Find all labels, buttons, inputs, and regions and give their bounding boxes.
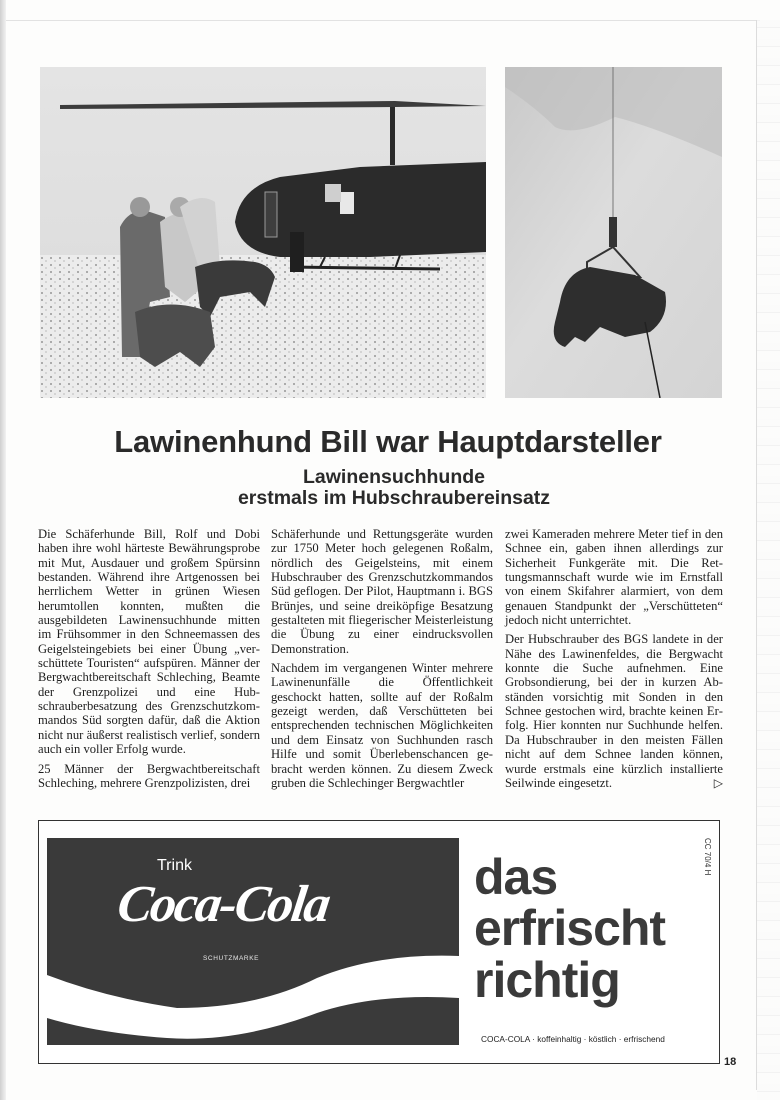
white-wave-ribbon — [47, 956, 459, 1039]
article-column-2 — [271, 527, 493, 795]
helicopter-with-rescuers-and-dogs-photo — [40, 67, 486, 398]
paragraph: 25 Männer der Bergwachtbereitschaft Schleching, mehrere Grenzpolizisten, drei — [38, 761, 260, 790]
paragraph: Schäferhunde und Rettungsgeräte wurden zur 1750 Meter hoch gelegenen Roßalm, nördlich des Geigelsteins, mit einem Hubschrauber des Grenzschutzkommandos Süd geflogen. Der Pilot, Hauptmann i. BGS Brünjes, und seine dreiköpfige Besatzung gestalteten mit fliegerischer Meisterleistung die Übung zu einer eindrucksvollen Demonstration. — [271, 527, 493, 656]
paragraph: Die Schäferhunde Bill, Rolf und Dobi haben ihre wohl härteste Bewährungsprobe mit Mut, Ausdauer und großem Spürsinn bestanden. Während ihre Artgenossen bei herrlichem Wetter in grünen Wiesen herumtollen konnten, mußten die ausgebildeten Lawinensuchhunde mitten im Frühsommer in den Schneemassen des Geigelsteingebiets bei einer Übung „verschüttete Touristen“ aufspüren. Männer der Bergwachtbereitschaft Schleching, Beamte der Grenzpolizei und eine Hubschrauberbesatzung des Grenzschutzkommandos Süd sorgten dafür, daß die Aktion nicht nur äußerst realistisch verlief, sondern auch ein voller Erfolg wurde. — [38, 527, 260, 757]
ad-tagline: COCA-COLA · koffeinhaltig · köstlich · erfrischend — [481, 1034, 665, 1044]
page-number: 18 — [724, 1056, 737, 1068]
ad-trink-text: Trink — [157, 857, 192, 874]
rescuer-1-head — [130, 197, 150, 217]
article-subheadline-line1: Lawinensuchhunde — [302, 466, 485, 488]
article-subheadline-line2: erstmals im Hubschraubereinsatz — [237, 487, 551, 509]
helicopter-door — [265, 192, 277, 237]
ad-code — [700, 838, 720, 888]
paragraph: zwei Kameraden mehrere Meter tief in den Schnee ein, gaben ihnen allerdings zur Sicherheit Funkgeräte mit. Die Rettungsmannschaft wurde wie im Ernstfall von einem Skifahrer alarmiert, von dem genauen Standpunkt der „Verschütteten“ jedoch nicht unterrichtet. — [505, 527, 723, 628]
page-edge-top — [0, 20, 760, 21]
helicopter-photo-graphic — [40, 67, 486, 398]
ad-code-text: CC 70/4 H — [703, 838, 712, 876]
paragraph: Nachdem im vergangenen Winter mehrere Lawinenunfälle die Öffentlichkeit geschockt hatten, sollte auf der Roßalm gezeigt werden, daß Verschütteten bei entsprechenden technischen Möglichkeiten und dem Einsatz von Suchhunden rasch Hilfe und somit Überlebenschancen gebracht werden können. Zu diesem Zweck gruben die Schlechinger Bergwachtler — [271, 661, 493, 790]
ad-slogan-line: richtig — [474, 952, 620, 1008]
continued-arrow-icon: ▷ — [713, 775, 723, 790]
dog-lifted-by-winch-photo — [505, 67, 722, 398]
winch-photo-graphic — [505, 67, 722, 398]
ad-slogan-line: erfrischt — [474, 900, 666, 956]
article-column-3 — [505, 527, 723, 795]
page-edge-left — [0, 0, 6, 1100]
ad-slogan-line: das — [474, 849, 558, 905]
person-at-helicopter — [290, 232, 304, 272]
helicopter-skid — [290, 267, 440, 269]
article-headline: Lawinenhund Bill war Hauptdarsteller — [114, 424, 662, 459]
helicopter-window — [325, 184, 341, 202]
paragraph-text: Der Hubschrauber des BGS landete in der Nähe des Lawinenfeldes, die Bergwacht konnte die Suche aufnehmen. Eine Grobsondierung, bei der in kurzen Abständen vorsichtig mit Sonden in den Schnee gestochen wird, brachte keinen Erfolg. Hier konnten nur Suchhunde helfen. Da Hubschrauber in den meisten Fällen nicht auf dem Schnee landen können, wurde erstmals eine kürzlich installierte Seilwinde eingesetzt. — [505, 632, 723, 790]
winch-hook — [609, 217, 617, 247]
article-column-1 — [38, 527, 260, 795]
ad-trademark-text: SCHUTZMARKE — [203, 955, 260, 962]
rotor-mast — [390, 107, 395, 165]
helicopter-window — [340, 192, 354, 214]
coca-cola-logo: Coca-Cola — [114, 876, 333, 933]
paragraph — [505, 632, 723, 790]
scan-margin — [757, 20, 780, 1100]
